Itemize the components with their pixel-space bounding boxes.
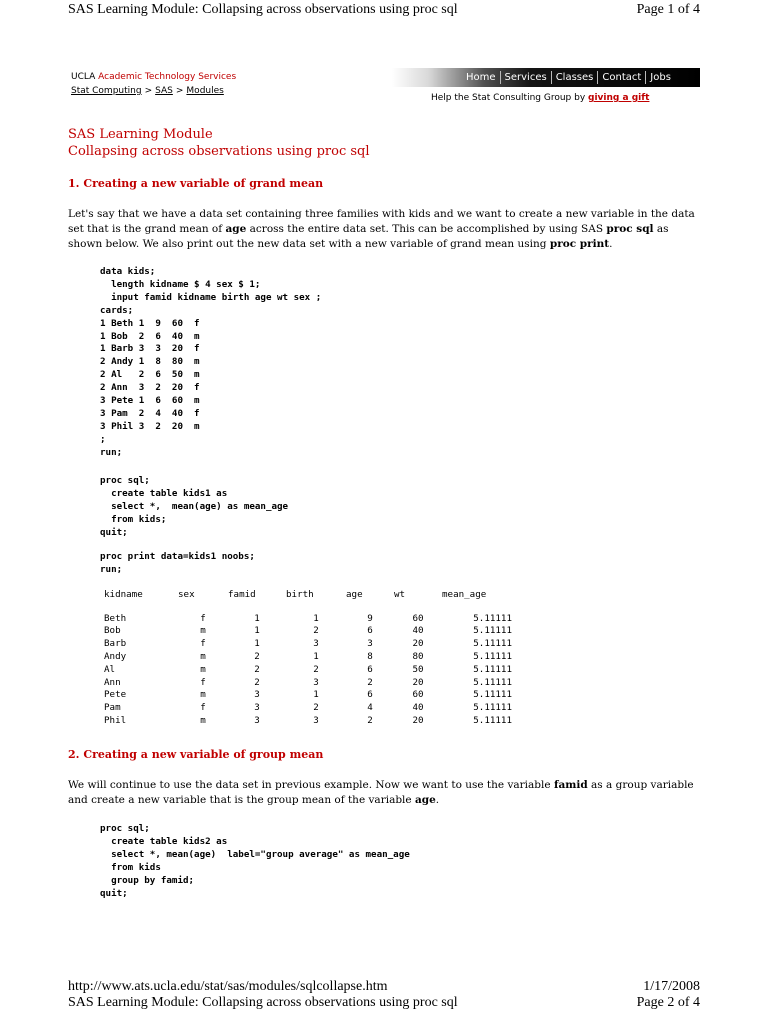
s1-text-2: across the entire data set. This can be accomplished by using SAS [249, 223, 604, 235]
cell-age: 4 [367, 702, 373, 714]
code-proc-print: proc print data=kids1 noobs; run; [100, 551, 255, 575]
output-row [104, 701, 512, 714]
col-wt: wt [394, 588, 406, 600]
site-logo[interactable] [71, 72, 236, 82]
cell-famid: 3 [254, 689, 260, 701]
cell-birth: 2 [313, 702, 319, 714]
module-title-line1: SAS Learning Module [68, 127, 213, 142]
section1-paragraph [68, 207, 702, 252]
section2-heading: 2. Creating a new variable of group mean [68, 748, 324, 761]
s2-text-3: . [435, 794, 440, 806]
cell-birth: 2 [313, 625, 319, 637]
cell-kidname: Barb [104, 638, 127, 650]
cell-mean-age: 5.11111 [473, 689, 512, 701]
gift-link[interactable]: giving a gift [588, 93, 650, 103]
col-birth: birth [286, 588, 314, 600]
breadcrumb-stat-computing[interactable]: Stat Computing [71, 86, 142, 96]
cell-wt: 60 [412, 689, 424, 701]
output-row [104, 650, 512, 663]
cell-kidname: Ann [104, 676, 121, 688]
cell-famid: 2 [254, 651, 260, 663]
breadcrumb-modules[interactable]: Modules [186, 86, 224, 96]
cell-age: 3 [367, 638, 373, 650]
cell-wt: 50 [412, 663, 424, 675]
cell-mean-age: 5.11111 [473, 651, 512, 663]
cell-age: 6 [367, 625, 373, 637]
s1-text-3: as shown below. We also print out the new data set with a new variable of grand mean using [68, 223, 669, 250]
output-row [104, 663, 512, 676]
cell-birth: 1 [313, 612, 319, 624]
cell-sex: f [200, 702, 206, 714]
cell-famid: 2 [254, 663, 260, 675]
print-footer [68, 979, 700, 1011]
s2-text-1: We will continue to use the data set in previous example. Now we want to use the variable [68, 779, 551, 791]
print-header-page: Page 1 of 4 [636, 2, 700, 17]
s1-bold-age: age [225, 223, 247, 235]
cell-kidname: Al [104, 663, 116, 675]
print-header [68, 2, 700, 22]
module-title [68, 126, 370, 160]
cell-famid: 3 [254, 702, 260, 714]
col-kidname: kidname [104, 588, 143, 600]
cell-famid: 2 [254, 676, 260, 688]
cell-birth: 3 [313, 676, 319, 688]
output-row [104, 676, 512, 689]
cell-age: 8 [367, 651, 373, 663]
s2-bold-famid: famid [553, 779, 588, 791]
cell-wt: 40 [412, 702, 424, 714]
cell-wt: 60 [412, 612, 424, 624]
proc-print-output [104, 588, 512, 727]
cell-famid: 3 [254, 715, 260, 727]
footer-title: SAS Learning Module: Collapsing across observations using proc sql [68, 995, 458, 1010]
cell-sex: f [200, 676, 206, 688]
cell-sex: f [200, 638, 206, 650]
cell-wt: 20 [412, 715, 424, 727]
section1-heading: 1. Creating a new variable of grand mean [68, 177, 324, 190]
cell-age: 6 [367, 689, 373, 701]
breadcrumb-sas[interactable]: SAS [155, 86, 173, 96]
s2-bold-age: age [414, 794, 436, 806]
cell-sex: m [200, 663, 206, 675]
cell-mean-age: 5.11111 [473, 612, 512, 624]
cell-sex: m [200, 651, 206, 663]
cell-mean-age: 5.11111 [473, 715, 512, 727]
cell-famid: 1 [254, 638, 260, 650]
s1-bold-proc-sql: proc sql [606, 223, 654, 235]
output-row [104, 714, 512, 727]
cell-mean-age: 5.11111 [473, 702, 512, 714]
cell-sex: f [200, 612, 206, 624]
cell-kidname: Phil [104, 715, 127, 727]
cell-kidname: Pete [104, 689, 127, 701]
output-header-row [104, 588, 512, 612]
cell-birth: 3 [313, 715, 319, 727]
cell-age: 2 [367, 715, 373, 727]
section2-paragraph [68, 778, 702, 808]
cell-kidname: Beth [104, 612, 127, 624]
footer-date: 1/17/2008 [643, 979, 700, 994]
top-nav [392, 68, 700, 87]
code-data-step: data kids; length kidname $ 4 sex $ 1; input famid kidname birth age wt sex ; cards; 1 Beth 1 9 60 f 1 Bob 2 6 40 m 1 Barb 3 3 20 f 2 Andy 1 8 80 m 2 Al 2 6 50 m 2 Ann 3 2 20 f 3 Pete 1 6 60 m 3 Pam 2 4 40 f 3 Phil 3 2 20 m ; run; [100, 266, 322, 458]
s1-text-1: Let's say that we have a data set containing three families with kids and we want to create a new variable in the data set that is the grand mean of [68, 208, 695, 235]
cell-age: 2 [367, 676, 373, 688]
cell-birth: 3 [313, 638, 319, 650]
footer-page: Page 2 of 4 [636, 995, 700, 1010]
col-mean-age: mean_age [442, 588, 487, 600]
s1-bold-proc-print: proc print [549, 238, 610, 250]
cell-sex: m [200, 715, 206, 727]
cell-mean-age: 5.11111 [473, 663, 512, 675]
footer-url[interactable]: http://www.ats.ucla.edu/stat/sas/modules/sqlcollapse.htm [68, 979, 388, 994]
nav-services[interactable]: Services [500, 71, 551, 84]
output-row [104, 637, 512, 650]
col-sex: sex [178, 588, 195, 600]
cell-wt: 40 [412, 625, 424, 637]
cell-kidname: Bob [104, 625, 121, 637]
logo-ats: Academic Technology Services [98, 72, 237, 82]
cell-age: 6 [367, 663, 373, 675]
code-proc-sql-1: proc sql; create table kids1 as select *, mean(age) as mean_age from kids; quit; [100, 475, 289, 538]
cell-kidname: Andy [104, 651, 127, 663]
logo-ucla: UCLA [71, 72, 96, 82]
cell-mean-age: 5.11111 [473, 638, 512, 650]
breadcrumb-sep: > [144, 86, 153, 96]
gift-text: Help the Stat Consulting Group by [431, 93, 586, 103]
output-row [104, 689, 512, 702]
cell-sex: m [200, 689, 206, 701]
code-proc-sql-2: proc sql; create table kids2 as select *, mean(age) label="group average" as mean_age from kids group by famid; quit; [100, 823, 410, 899]
cell-kidname: Pam [104, 702, 121, 714]
nav-contact[interactable]: Contact [597, 71, 645, 84]
s2-text-2: as a group variable and create a new variable that is the group mean of the variable [68, 779, 694, 806]
nav-jobs[interactable]: Jobs [645, 71, 675, 84]
nav-classes[interactable]: Classes [551, 71, 598, 84]
breadcrumb-sep: > [175, 86, 184, 96]
cell-birth: 1 [313, 689, 319, 701]
gift-banner [431, 93, 649, 103]
module-title-line2: Collapsing across observations using proc sql [68, 144, 370, 159]
breadcrumb [71, 86, 224, 96]
col-famid: famid [228, 588, 256, 600]
s1-text-4: . [609, 238, 613, 250]
nav-home[interactable]: Home [466, 72, 496, 83]
print-header-title: SAS Learning Module: Collapsing across observations using proc sql [68, 2, 458, 17]
cell-age: 9 [367, 612, 373, 624]
col-age: age [346, 588, 363, 600]
cell-famid: 1 [254, 612, 260, 624]
cell-birth: 1 [313, 651, 319, 663]
cell-wt: 80 [412, 651, 424, 663]
cell-mean-age: 5.11111 [473, 676, 512, 688]
cell-mean-age: 5.11111 [473, 625, 512, 637]
cell-wt: 20 [412, 638, 424, 650]
cell-sex: m [200, 625, 206, 637]
output-body [104, 612, 512, 727]
output-row [104, 625, 512, 638]
cell-wt: 20 [412, 676, 424, 688]
output-row [104, 612, 512, 625]
cell-famid: 1 [254, 625, 260, 637]
cell-birth: 2 [313, 663, 319, 675]
